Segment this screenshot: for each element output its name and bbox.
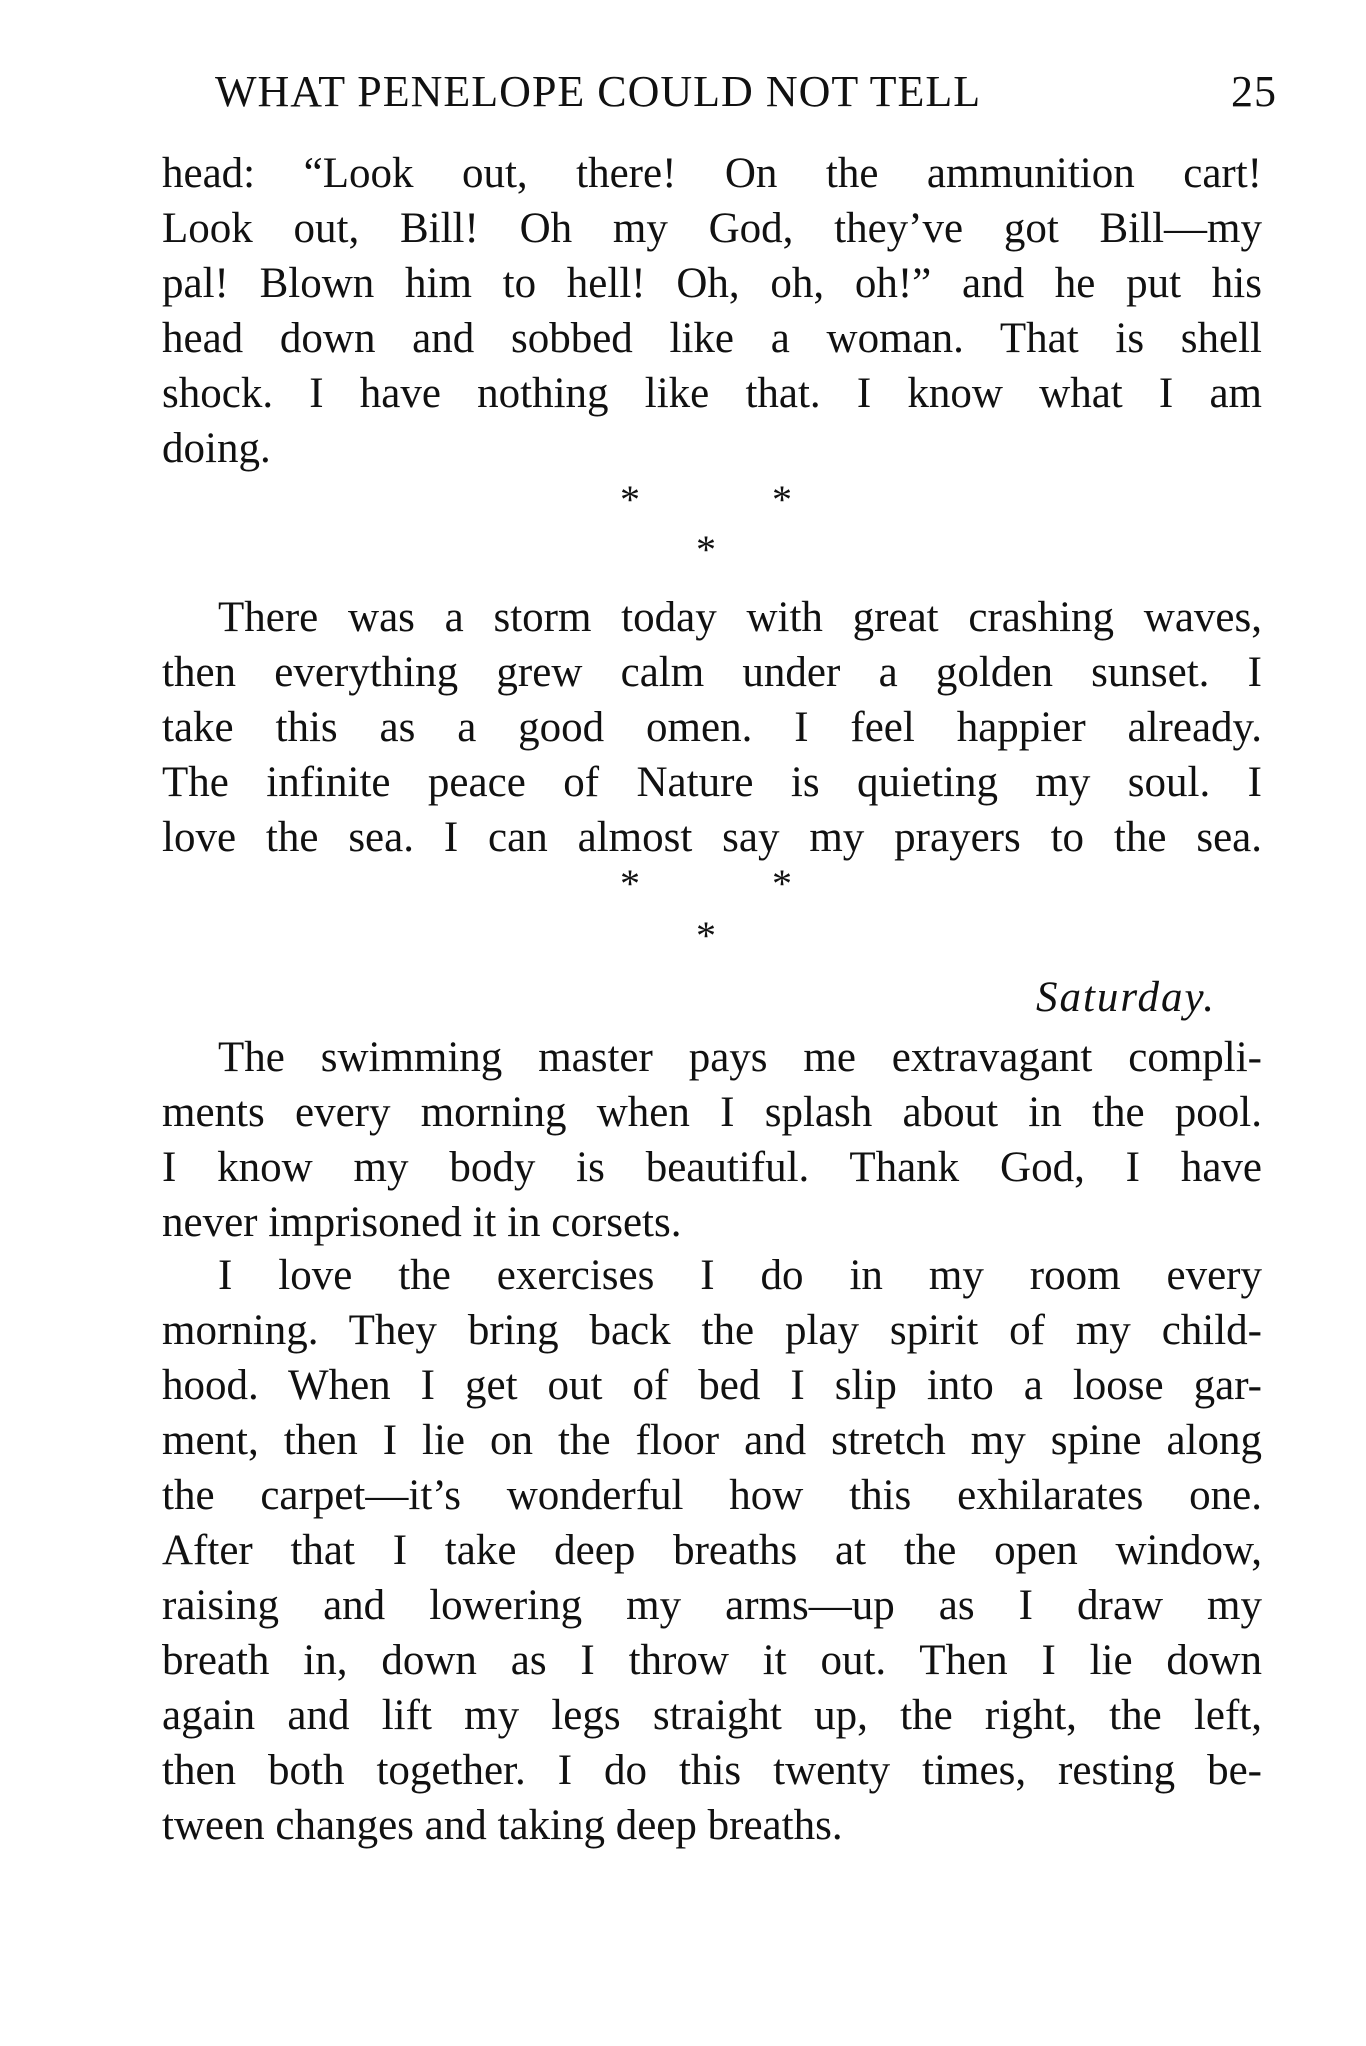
paragraph-line: The infinite peace of Nature is quieting my soul. I [162, 759, 1262, 806]
paragraph-2 [162, 590, 1262, 865]
separator-star: * [620, 861, 640, 906]
separator-star: * [772, 477, 792, 522]
paragraph-line: the carpet—it’s wonderful how this exhilarates one. [162, 1472, 1262, 1519]
dateline: Saturday. [1035, 974, 1216, 1021]
paragraph-line: ments every morning when I splash about in the pool. [162, 1089, 1262, 1136]
paragraph-line: There was a storm today with great crashing waves, [218, 594, 1262, 641]
paragraph-line: raising and lowering my arms—up as I draw my [162, 1582, 1262, 1629]
separator-star: * [772, 861, 792, 906]
paragraph-line: love the sea. I can almost say my prayers to the sea. [162, 814, 1262, 861]
paragraph-line: head down and sobbed like a woman. That is shell [162, 315, 1262, 362]
paragraph-line: morning. They bring back the play spirit of my child- [162, 1307, 1262, 1354]
paragraph-line: breath in, down as I throw it out. Then I lie down [162, 1637, 1262, 1684]
paragraph-line: ment, then I lie on the floor and stretch my spine along [162, 1417, 1262, 1464]
paragraph-3 [162, 1030, 1262, 1250]
separator-star: * [696, 913, 716, 958]
paragraph-line: never imprisoned it in corsets. [162, 1199, 682, 1246]
paragraph-line: head: “Look out, there! On the ammunition cart! [162, 150, 1262, 197]
paragraph-line: again and lift my legs straight up, the right, the left, [162, 1692, 1262, 1739]
paragraph-line: then both together. I do this twenty times, resting be- [162, 1747, 1262, 1794]
paragraph-line: doing. [162, 425, 271, 472]
paragraph-line: pal! Blown him to hell! Oh, oh, oh!” and he put his [162, 260, 1262, 307]
paragraph-line: The swimming master pays me extravagant compli- [218, 1034, 1262, 1081]
running-head-title: WHAT PENELOPE COULD NOT TELL [215, 67, 982, 116]
paragraph-line: tween changes and taking deep breaths. [162, 1802, 843, 1849]
separator-star: * [620, 477, 640, 522]
paragraph-line: then everything grew calm under a golden sunset. I [162, 649, 1262, 696]
paragraph-line: After that I take deep breaths at the open window, [162, 1527, 1262, 1574]
paragraph-line: shock. I have nothing like that. I know what I am [162, 370, 1262, 417]
running-head [215, 62, 1277, 122]
page-number: 25 [1231, 67, 1277, 116]
paragraph-4 [162, 1248, 1262, 1853]
paragraph-1 [162, 146, 1262, 476]
paragraph-line: Look out, Bill! Oh my God, they’ve got Bill—my [162, 205, 1262, 252]
paragraph-line: I love the exercises I do in my room every [218, 1252, 1262, 1299]
separator-star: * [696, 527, 716, 572]
paragraph-line: hood. When I get out of bed I slip into a loose gar- [162, 1362, 1262, 1409]
paragraph-line: take this as a good omen. I feel happier already. [162, 704, 1262, 751]
paragraph-line: I know my body is beautiful. Thank God, I have [162, 1144, 1262, 1191]
